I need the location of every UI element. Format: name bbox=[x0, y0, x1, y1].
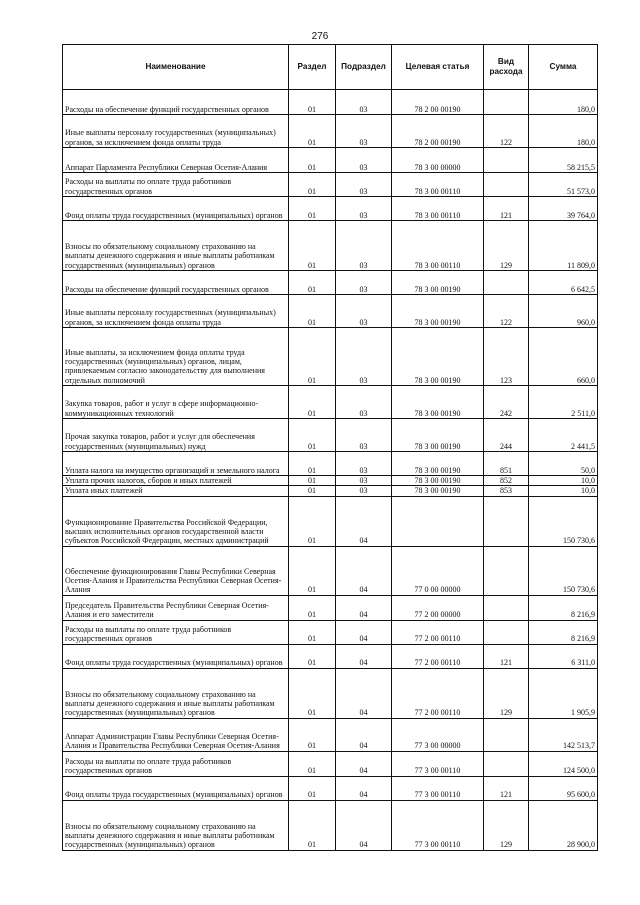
row-name-cell: Обеспечение функционирования Главы Республики Северная Осетия-Алания и Правительства Республики Северная Осетия-Алания bbox=[63, 546, 289, 595]
row-subsection-cell: 03 bbox=[336, 271, 392, 295]
row-subsection-cell: 04 bbox=[336, 718, 392, 751]
row-section-cell: 01 bbox=[289, 115, 336, 148]
row-name-cell: Аппарат Администрации Главы Республики Северная Осетия-Алания и Правительства Республики Северная Осетия-Алания bbox=[63, 718, 289, 751]
row-target-cell: 78 3 00 00190 bbox=[392, 271, 484, 295]
row-section-cell: 01 bbox=[289, 476, 336, 486]
row-name-cell: Взносы по обязательному социальному страхованию на выплаты денежного содержания и иные выплаты работникам государственных (муниципальных) органов bbox=[63, 221, 289, 271]
row-name-cell: Расходы на выплаты по оплате труда работников государственных органов bbox=[63, 620, 289, 644]
row-target-cell: 78 3 00 00190 bbox=[392, 452, 484, 476]
row-expense-type-cell bbox=[484, 595, 529, 620]
row-target-cell: 78 3 00 00110 bbox=[392, 221, 484, 271]
row-name-cell: Уплата иных платежей bbox=[63, 486, 289, 496]
row-sum-cell: 95 600,0 bbox=[529, 776, 598, 800]
row-expense-type-cell bbox=[484, 751, 529, 776]
row-sum-cell: 960,0 bbox=[529, 295, 598, 328]
row-expense-type-cell: 123 bbox=[484, 328, 529, 386]
table-row bbox=[63, 496, 598, 546]
row-subsection-cell: 04 bbox=[336, 595, 392, 620]
row-section-cell: 01 bbox=[289, 644, 336, 668]
table-row bbox=[63, 271, 598, 295]
table-row bbox=[63, 486, 598, 496]
column-header-section: Раздел bbox=[289, 45, 336, 90]
row-expense-type-cell bbox=[484, 271, 529, 295]
row-subsection-cell: 04 bbox=[336, 546, 392, 595]
table-row bbox=[63, 718, 598, 751]
row-subsection-cell: 04 bbox=[336, 668, 392, 718]
row-expense-type-cell bbox=[484, 718, 529, 751]
row-section-cell: 01 bbox=[289, 776, 336, 800]
column-header-name: Наименование bbox=[63, 45, 289, 90]
row-section-cell: 01 bbox=[289, 751, 336, 776]
row-subsection-cell: 04 bbox=[336, 496, 392, 546]
row-section-cell: 01 bbox=[289, 668, 336, 718]
row-name-cell: Взносы по обязательному социальному страхованию на выплаты денежного содержания и иные выплаты работникам государственных (муниципальных) органов bbox=[63, 800, 289, 850]
row-expense-type-cell: 242 bbox=[484, 386, 529, 419]
table-row bbox=[63, 620, 598, 644]
row-target-cell: 78 3 00 00190 bbox=[392, 328, 484, 386]
row-section-cell: 01 bbox=[289, 173, 336, 197]
row-sum-cell: 8 216,9 bbox=[529, 620, 598, 644]
row-target-cell: 77 0 00 00000 bbox=[392, 546, 484, 595]
table-row bbox=[63, 386, 598, 419]
row-expense-type-cell: 851 bbox=[484, 452, 529, 476]
row-subsection-cell: 03 bbox=[336, 295, 392, 328]
row-sum-cell: 1 905,9 bbox=[529, 668, 598, 718]
row-expense-type-cell bbox=[484, 173, 529, 197]
row-name-cell: Фонд оплаты труда государственных (муниципальных) органов bbox=[63, 776, 289, 800]
budget-table bbox=[62, 44, 598, 851]
row-target-cell: 77 3 00 00000 bbox=[392, 718, 484, 751]
row-expense-type-cell bbox=[484, 90, 529, 115]
table-row bbox=[63, 173, 598, 197]
row-subsection-cell: 04 bbox=[336, 800, 392, 850]
row-target-cell bbox=[392, 496, 484, 546]
column-header-subsection: Подраздел bbox=[336, 45, 392, 90]
row-section-cell: 01 bbox=[289, 496, 336, 546]
table-header-row bbox=[63, 45, 598, 90]
row-name-cell: Председатель Правительства Республики Северная Осетия-Алания и его заместители bbox=[63, 595, 289, 620]
row-sum-cell: 6 311,0 bbox=[529, 644, 598, 668]
table-row bbox=[63, 800, 598, 850]
table-row bbox=[63, 197, 598, 221]
row-target-cell: 78 2 00 00190 bbox=[392, 115, 484, 148]
row-name-cell: Расходы на выплаты по оплате труда работников государственных органов bbox=[63, 173, 289, 197]
row-target-cell: 77 3 00 00110 bbox=[392, 776, 484, 800]
row-sum-cell: 2 441,5 bbox=[529, 419, 598, 452]
row-expense-type-cell: 121 bbox=[484, 776, 529, 800]
row-expense-type-cell bbox=[484, 546, 529, 595]
table-row bbox=[63, 751, 598, 776]
row-subsection-cell: 04 bbox=[336, 644, 392, 668]
row-name-cell: Расходы на выплаты по оплате труда работников государственных органов bbox=[63, 751, 289, 776]
row-sum-cell: 39 764,0 bbox=[529, 197, 598, 221]
row-subsection-cell: 03 bbox=[336, 328, 392, 386]
row-section-cell: 01 bbox=[289, 452, 336, 476]
row-name-cell: Иные выплаты персоналу государственных (муниципальных) органов, за исключением фонда оплаты труда bbox=[63, 115, 289, 148]
row-target-cell: 77 3 00 00110 bbox=[392, 800, 484, 850]
row-sum-cell: 6 642,5 bbox=[529, 271, 598, 295]
row-sum-cell: 142 513,7 bbox=[529, 718, 598, 751]
row-subsection-cell: 03 bbox=[336, 197, 392, 221]
row-sum-cell: 124 500,0 bbox=[529, 751, 598, 776]
row-subsection-cell: 03 bbox=[336, 115, 392, 148]
row-sum-cell: 150 730,6 bbox=[529, 496, 598, 546]
table-row bbox=[63, 419, 598, 452]
row-section-cell: 01 bbox=[289, 328, 336, 386]
row-subsection-cell: 03 bbox=[336, 173, 392, 197]
row-subsection-cell: 04 bbox=[336, 751, 392, 776]
row-target-cell: 77 3 00 00110 bbox=[392, 751, 484, 776]
row-sum-cell: 180,0 bbox=[529, 115, 598, 148]
row-expense-type-cell: 122 bbox=[484, 295, 529, 328]
row-section-cell: 01 bbox=[289, 197, 336, 221]
row-sum-cell: 10,0 bbox=[529, 486, 598, 496]
row-subsection-cell: 03 bbox=[336, 476, 392, 486]
column-header-target: Целевая статья bbox=[392, 45, 484, 90]
row-expense-type-cell bbox=[484, 148, 529, 173]
column-header-sum: Сумма bbox=[529, 45, 598, 90]
row-sum-cell: 10,0 bbox=[529, 476, 598, 486]
row-target-cell: 77 2 00 00110 bbox=[392, 644, 484, 668]
row-sum-cell: 51 573,0 bbox=[529, 173, 598, 197]
row-target-cell: 78 3 00 00000 bbox=[392, 148, 484, 173]
row-expense-type-cell: 852 bbox=[484, 476, 529, 486]
row-section-cell: 01 bbox=[289, 718, 336, 751]
row-expense-type-cell bbox=[484, 620, 529, 644]
row-target-cell: 78 3 00 00190 bbox=[392, 419, 484, 452]
row-subsection-cell: 04 bbox=[336, 620, 392, 644]
row-sum-cell: 58 215,5 bbox=[529, 148, 598, 173]
row-expense-type-cell: 129 bbox=[484, 221, 529, 271]
row-sum-cell: 150 730,6 bbox=[529, 546, 598, 595]
table-row bbox=[63, 776, 598, 800]
row-section-cell: 01 bbox=[289, 148, 336, 173]
row-section-cell: 01 bbox=[289, 546, 336, 595]
row-target-cell: 77 2 00 00110 bbox=[392, 668, 484, 718]
row-subsection-cell: 03 bbox=[336, 90, 392, 115]
table-row bbox=[63, 546, 598, 595]
row-sum-cell: 660,0 bbox=[529, 328, 598, 386]
table-row bbox=[63, 595, 598, 620]
row-target-cell: 78 3 00 00190 bbox=[392, 386, 484, 419]
row-expense-type-cell: 244 bbox=[484, 419, 529, 452]
row-section-cell: 01 bbox=[289, 295, 336, 328]
table-row bbox=[63, 295, 598, 328]
row-subsection-cell: 03 bbox=[336, 419, 392, 452]
row-section-cell: 01 bbox=[289, 595, 336, 620]
table-row bbox=[63, 644, 598, 668]
row-subsection-cell: 03 bbox=[336, 221, 392, 271]
row-subsection-cell: 03 bbox=[336, 486, 392, 496]
row-target-cell: 77 2 00 00000 bbox=[392, 595, 484, 620]
row-name-cell: Уплата налога на имущество организаций и земельного налога bbox=[63, 452, 289, 476]
row-name-cell: Расходы на обеспечение функций государственных органов bbox=[63, 90, 289, 115]
row-section-cell: 01 bbox=[289, 486, 336, 496]
row-subsection-cell: 04 bbox=[336, 776, 392, 800]
row-name-cell: Функционирование Правительства Российской Федерации, высших исполнительных органов государственной власти субъектов Российской Федерации, местных администраций bbox=[63, 496, 289, 546]
row-expense-type-cell: 853 bbox=[484, 486, 529, 496]
column-header-expense-type: Вид расхода bbox=[484, 45, 529, 90]
row-expense-type-cell: 121 bbox=[484, 644, 529, 668]
row-name-cell: Аппарат Парламента Республики Северная Осетия-Алания bbox=[63, 148, 289, 173]
row-name-cell: Фонд оплаты труда государственных (муниципальных) органов bbox=[63, 197, 289, 221]
row-section-cell: 01 bbox=[289, 386, 336, 419]
row-name-cell: Расходы на обеспечение функций государственных органов bbox=[63, 271, 289, 295]
row-expense-type-cell bbox=[484, 496, 529, 546]
row-sum-cell: 28 900,0 bbox=[529, 800, 598, 850]
row-target-cell: 78 3 00 00190 bbox=[392, 476, 484, 486]
row-section-cell: 01 bbox=[289, 800, 336, 850]
row-section-cell: 01 bbox=[289, 419, 336, 452]
table-row bbox=[63, 328, 598, 386]
table-row bbox=[63, 668, 598, 718]
row-name-cell: Уплата прочих налогов, сборов и иных платежей bbox=[63, 476, 289, 486]
row-target-cell: 78 3 00 00110 bbox=[392, 173, 484, 197]
row-subsection-cell: 03 bbox=[336, 148, 392, 173]
row-sum-cell: 11 809,0 bbox=[529, 221, 598, 271]
row-name-cell: Взносы по обязательному социальному страхованию на выплаты денежного содержания и иные выплаты работникам государственных (муниципальных) органов bbox=[63, 668, 289, 718]
table-row bbox=[63, 452, 598, 476]
row-name-cell: Фонд оплаты труда государственных (муниципальных) органов bbox=[63, 644, 289, 668]
row-target-cell: 78 3 00 00190 bbox=[392, 486, 484, 496]
row-name-cell: Закупка товаров, работ и услуг в сфере информационно-коммуникационных технологий bbox=[63, 386, 289, 419]
row-name-cell: Иные выплаты персоналу государственных (муниципальных) органов, за исключением фонда оплаты труда bbox=[63, 295, 289, 328]
page-number: 276 bbox=[311, 31, 329, 42]
row-target-cell: 78 3 00 00190 bbox=[392, 295, 484, 328]
table-row bbox=[63, 221, 598, 271]
row-expense-type-cell: 122 bbox=[484, 115, 529, 148]
row-section-cell: 01 bbox=[289, 620, 336, 644]
table-row bbox=[63, 148, 598, 173]
table-row bbox=[63, 476, 598, 486]
row-expense-type-cell: 121 bbox=[484, 197, 529, 221]
row-name-cell: Иные выплаты, за исключением фонда оплаты труда государственных (муниципальных) органов, лицам, привлекаемым согласно законодательству для выполнения отдельных полномочий bbox=[63, 328, 289, 386]
row-name-cell: Прочая закупка товаров, работ и услуг для обеспечения государственных (муниципальных) нужд bbox=[63, 419, 289, 452]
row-sum-cell: 180,0 bbox=[529, 90, 598, 115]
row-section-cell: 01 bbox=[289, 221, 336, 271]
row-target-cell: 77 2 00 00110 bbox=[392, 620, 484, 644]
row-expense-type-cell: 129 bbox=[484, 668, 529, 718]
row-expense-type-cell: 129 bbox=[484, 800, 529, 850]
row-sum-cell: 8 216,9 bbox=[529, 595, 598, 620]
table-row bbox=[63, 90, 598, 115]
row-section-cell: 01 bbox=[289, 90, 336, 115]
row-sum-cell: 50,0 bbox=[529, 452, 598, 476]
row-sum-cell: 2 511,0 bbox=[529, 386, 598, 419]
row-target-cell: 78 3 00 00110 bbox=[392, 197, 484, 221]
row-target-cell: 78 2 00 00190 bbox=[392, 90, 484, 115]
row-subsection-cell: 03 bbox=[336, 452, 392, 476]
row-section-cell: 01 bbox=[289, 271, 336, 295]
row-subsection-cell: 03 bbox=[336, 386, 392, 419]
table-row bbox=[63, 115, 598, 148]
